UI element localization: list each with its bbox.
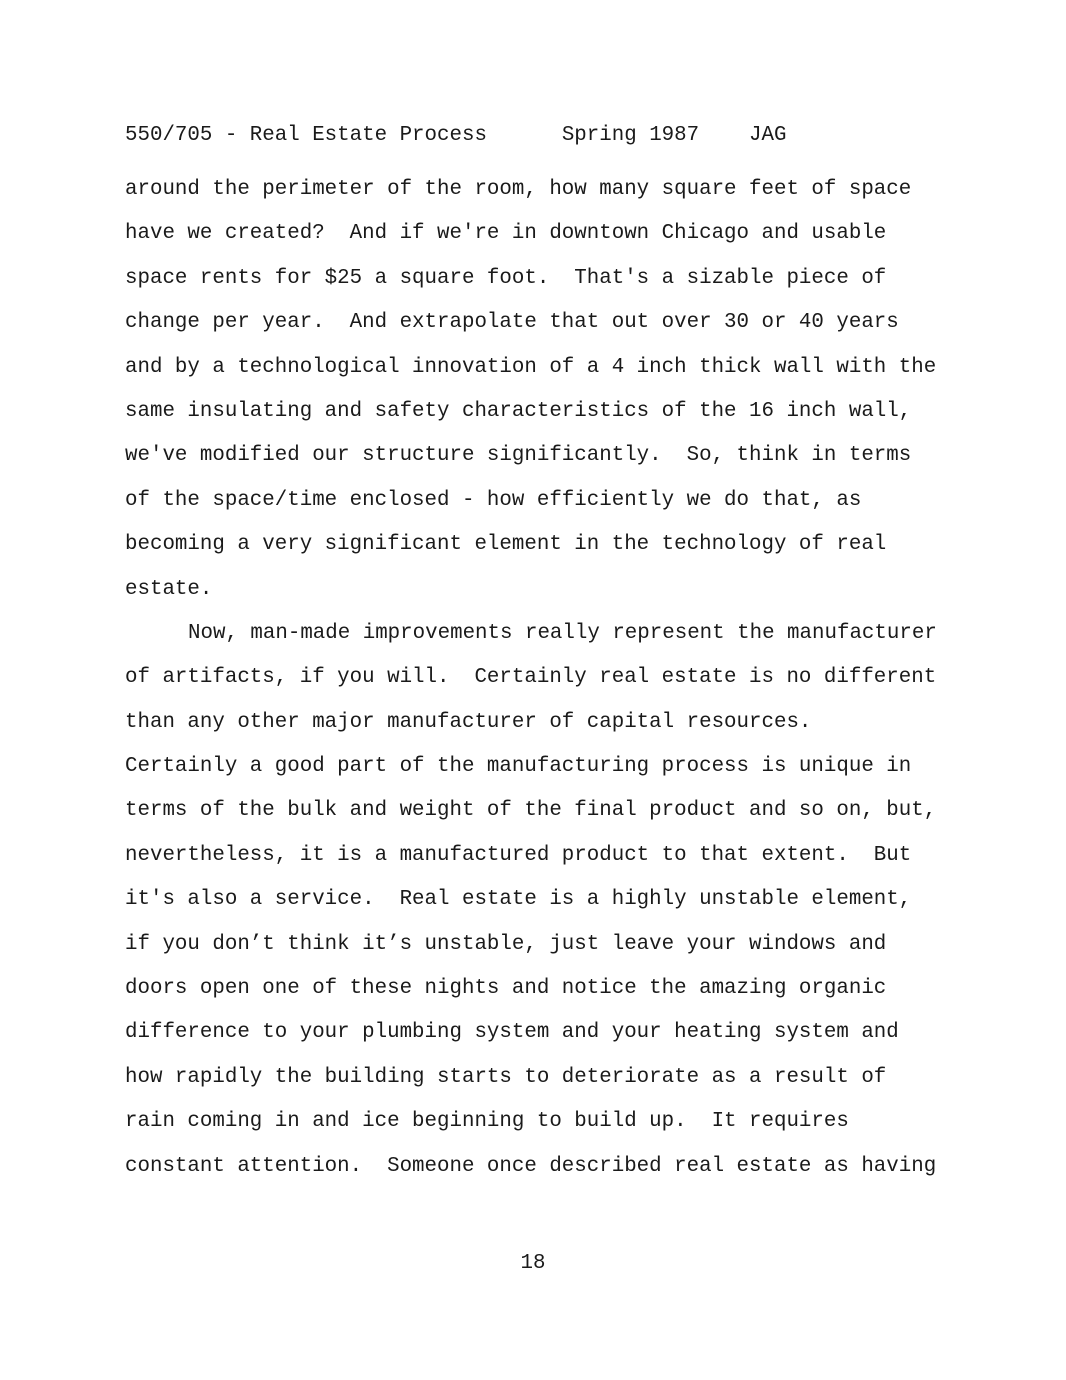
text-line: than any other major manufacturer of capital resources.	[125, 710, 812, 734]
running-header	[125, 124, 787, 148]
text-line: difference to your plumbing system and your heating system and	[125, 1021, 899, 1045]
header-term: Spring 1987	[561, 124, 700, 147]
text-line: if you don’t think it’s unstable, just leave your windows and	[125, 932, 887, 956]
text-line: change per year. And extrapolate that out over 30 or 40 years	[125, 311, 899, 335]
text-line: estate.	[125, 577, 213, 601]
text-line: have we created? And if we're in downtown Chicago and usable	[125, 222, 887, 246]
text-line: constant attention. Someone once described real estate as having	[125, 1154, 937, 1178]
header-initials: JAG	[749, 124, 787, 147]
text-line: terms of the bulk and weight of the final product and so on, but,	[125, 799, 937, 823]
text-line: space rents for $25 a square foot. That's a sizable piece of	[125, 266, 887, 290]
text-line: doors open one of these nights and notice the amazing organic	[125, 977, 887, 1001]
text-line: same insulating and safety characteristics of the 16 inch wall,	[125, 399, 912, 423]
text-line: around the perimeter of the room, how many square feet of space	[125, 178, 912, 201]
text-line: and by a technological innovation of a 4 inch thick wall with the	[125, 355, 937, 379]
body-text	[125, 168, 955, 1189]
text-line: nevertheless, it is a manufactured product to that extent. But	[125, 843, 912, 867]
page-number: 18	[520, 1252, 546, 1275]
text-line: becoming a very significant element in the technology of real	[125, 533, 887, 557]
paragraph-first-line: Now, man-made improvements really represent the manufacturer	[188, 621, 937, 645]
text-line: rain coming in and ice beginning to build up. It requires	[125, 1110, 849, 1134]
text-line: how rapidly the building starts to deteriorate as a result of	[125, 1065, 887, 1089]
text-line: of artifacts, if you will. Certainly real estate is no different	[125, 666, 937, 690]
text-line: of the space/time enclosed - how efficiently we do that, as	[125, 488, 862, 512]
text-line: Certainly a good part of the manufacturing process is unique in	[125, 755, 912, 779]
text-line: it's also a service. Real estate is a highly unstable element,	[125, 888, 912, 912]
text-line: we've modified our structure significantly. So, think in terms	[125, 444, 912, 468]
header-course: 550/705 - Real Estate Process	[125, 124, 487, 147]
